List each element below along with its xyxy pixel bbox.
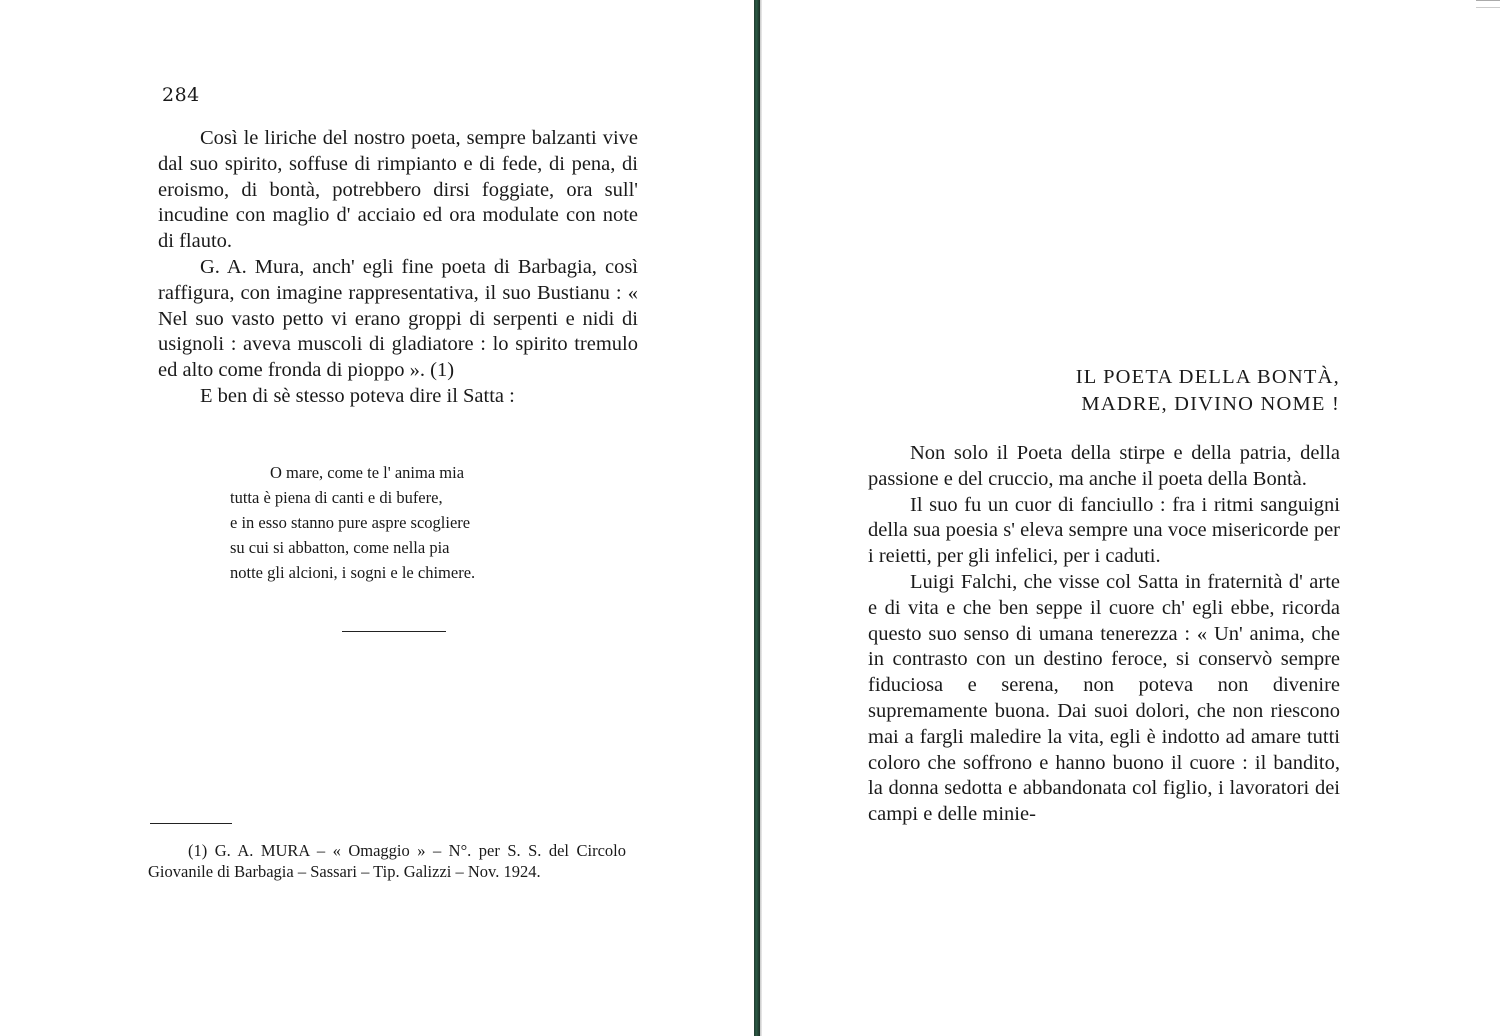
page-number: 284 (162, 84, 200, 106)
right-body-text (868, 441, 1340, 828)
verse-line: e in esso stanno pure aspre scogliere (230, 513, 471, 532)
chapter-heading (880, 364, 1340, 418)
chapter-heading-line: IL POETA DELLA BONTÀ, (1075, 366, 1340, 388)
paragraph: Luigi Falchi, che visse col Satta in fraternità d' arte e di vita e che ben seppe il cuore ch' egli ebbe, ricorda questo suo senso di umana tenerezza : « Un' anima, che in contrasto con un destino feroce, si conservò sempre fiduciosa e serena, non poteva non divenire supremamente buona. Dai suoi dolori, che non riescono mai a fargli maledire la vita, egli è indotto ad amare tutti coloro che soffrono e hanno buono il cuore : il bandito, la donna sedotta e abbandonata col figlio, i lavoratori dei campi e delle minie- (868, 570, 1340, 826)
page-edge-mark (1476, 0, 1500, 8)
footnote-text: (1) G. A. MURA – « Omaggio » – N°. per S. S. del Circolo Giovanile di Barbagia – Sassari – Tip. Galizzi – Nov. 1924. (148, 841, 626, 881)
paragraph: G. A. Mura, anch' egli fine poeta di Barbagia, così raffigura, con imagine rappresentativa, il suo Bustianu : « Nel suo vasto petto vi erano groppi di serpenti e nidi di usignoli : aveva muscoli di gladiatore : lo spirito tremulo ed alto come fronda di pioppo ». (1) (158, 255, 638, 382)
paragraph: E ben di sè stesso poteva dire il Satta : (200, 384, 515, 407)
verse-line: tutta è piena di canti e di bufere, (230, 488, 443, 507)
footnote-rule (150, 823, 232, 824)
paragraph: Il suo fu un cuor di fanciullo : fra i ritmi sanguigni della sua poesia s' eleva sempre una voce misericorde per i reietti, per gli infelici, per i caduti. (868, 493, 1340, 568)
verse-line: notte gli alcioni, i sogni e le chimere. (230, 563, 476, 582)
paragraph: Così le liriche del nostro poeta, sempre balzanti vive dal suo spirito, soffuse di rimpianto e di fede, di pena, di eroismo, di bontà, potrebbero dirsi foggiate, ora sull' incudine con maglio d' acciaio ed ora modulate con note di flauto. (158, 127, 638, 253)
chapter-heading-line: MADRE, DIVINO NOME ! (1081, 393, 1340, 415)
section-separator (342, 631, 446, 632)
verse-line: O mare, come te l' anima mia (270, 463, 465, 482)
paragraph: Non solo il Poeta della stirpe e della patria, della passione e del cruccio, ma anche il poeta della Bontà. (868, 442, 1340, 490)
verse-quote (230, 460, 570, 585)
verse-line: su cui si abbatton, come nella pia (230, 538, 450, 557)
left-body-text (158, 126, 638, 410)
footnote (148, 840, 626, 882)
